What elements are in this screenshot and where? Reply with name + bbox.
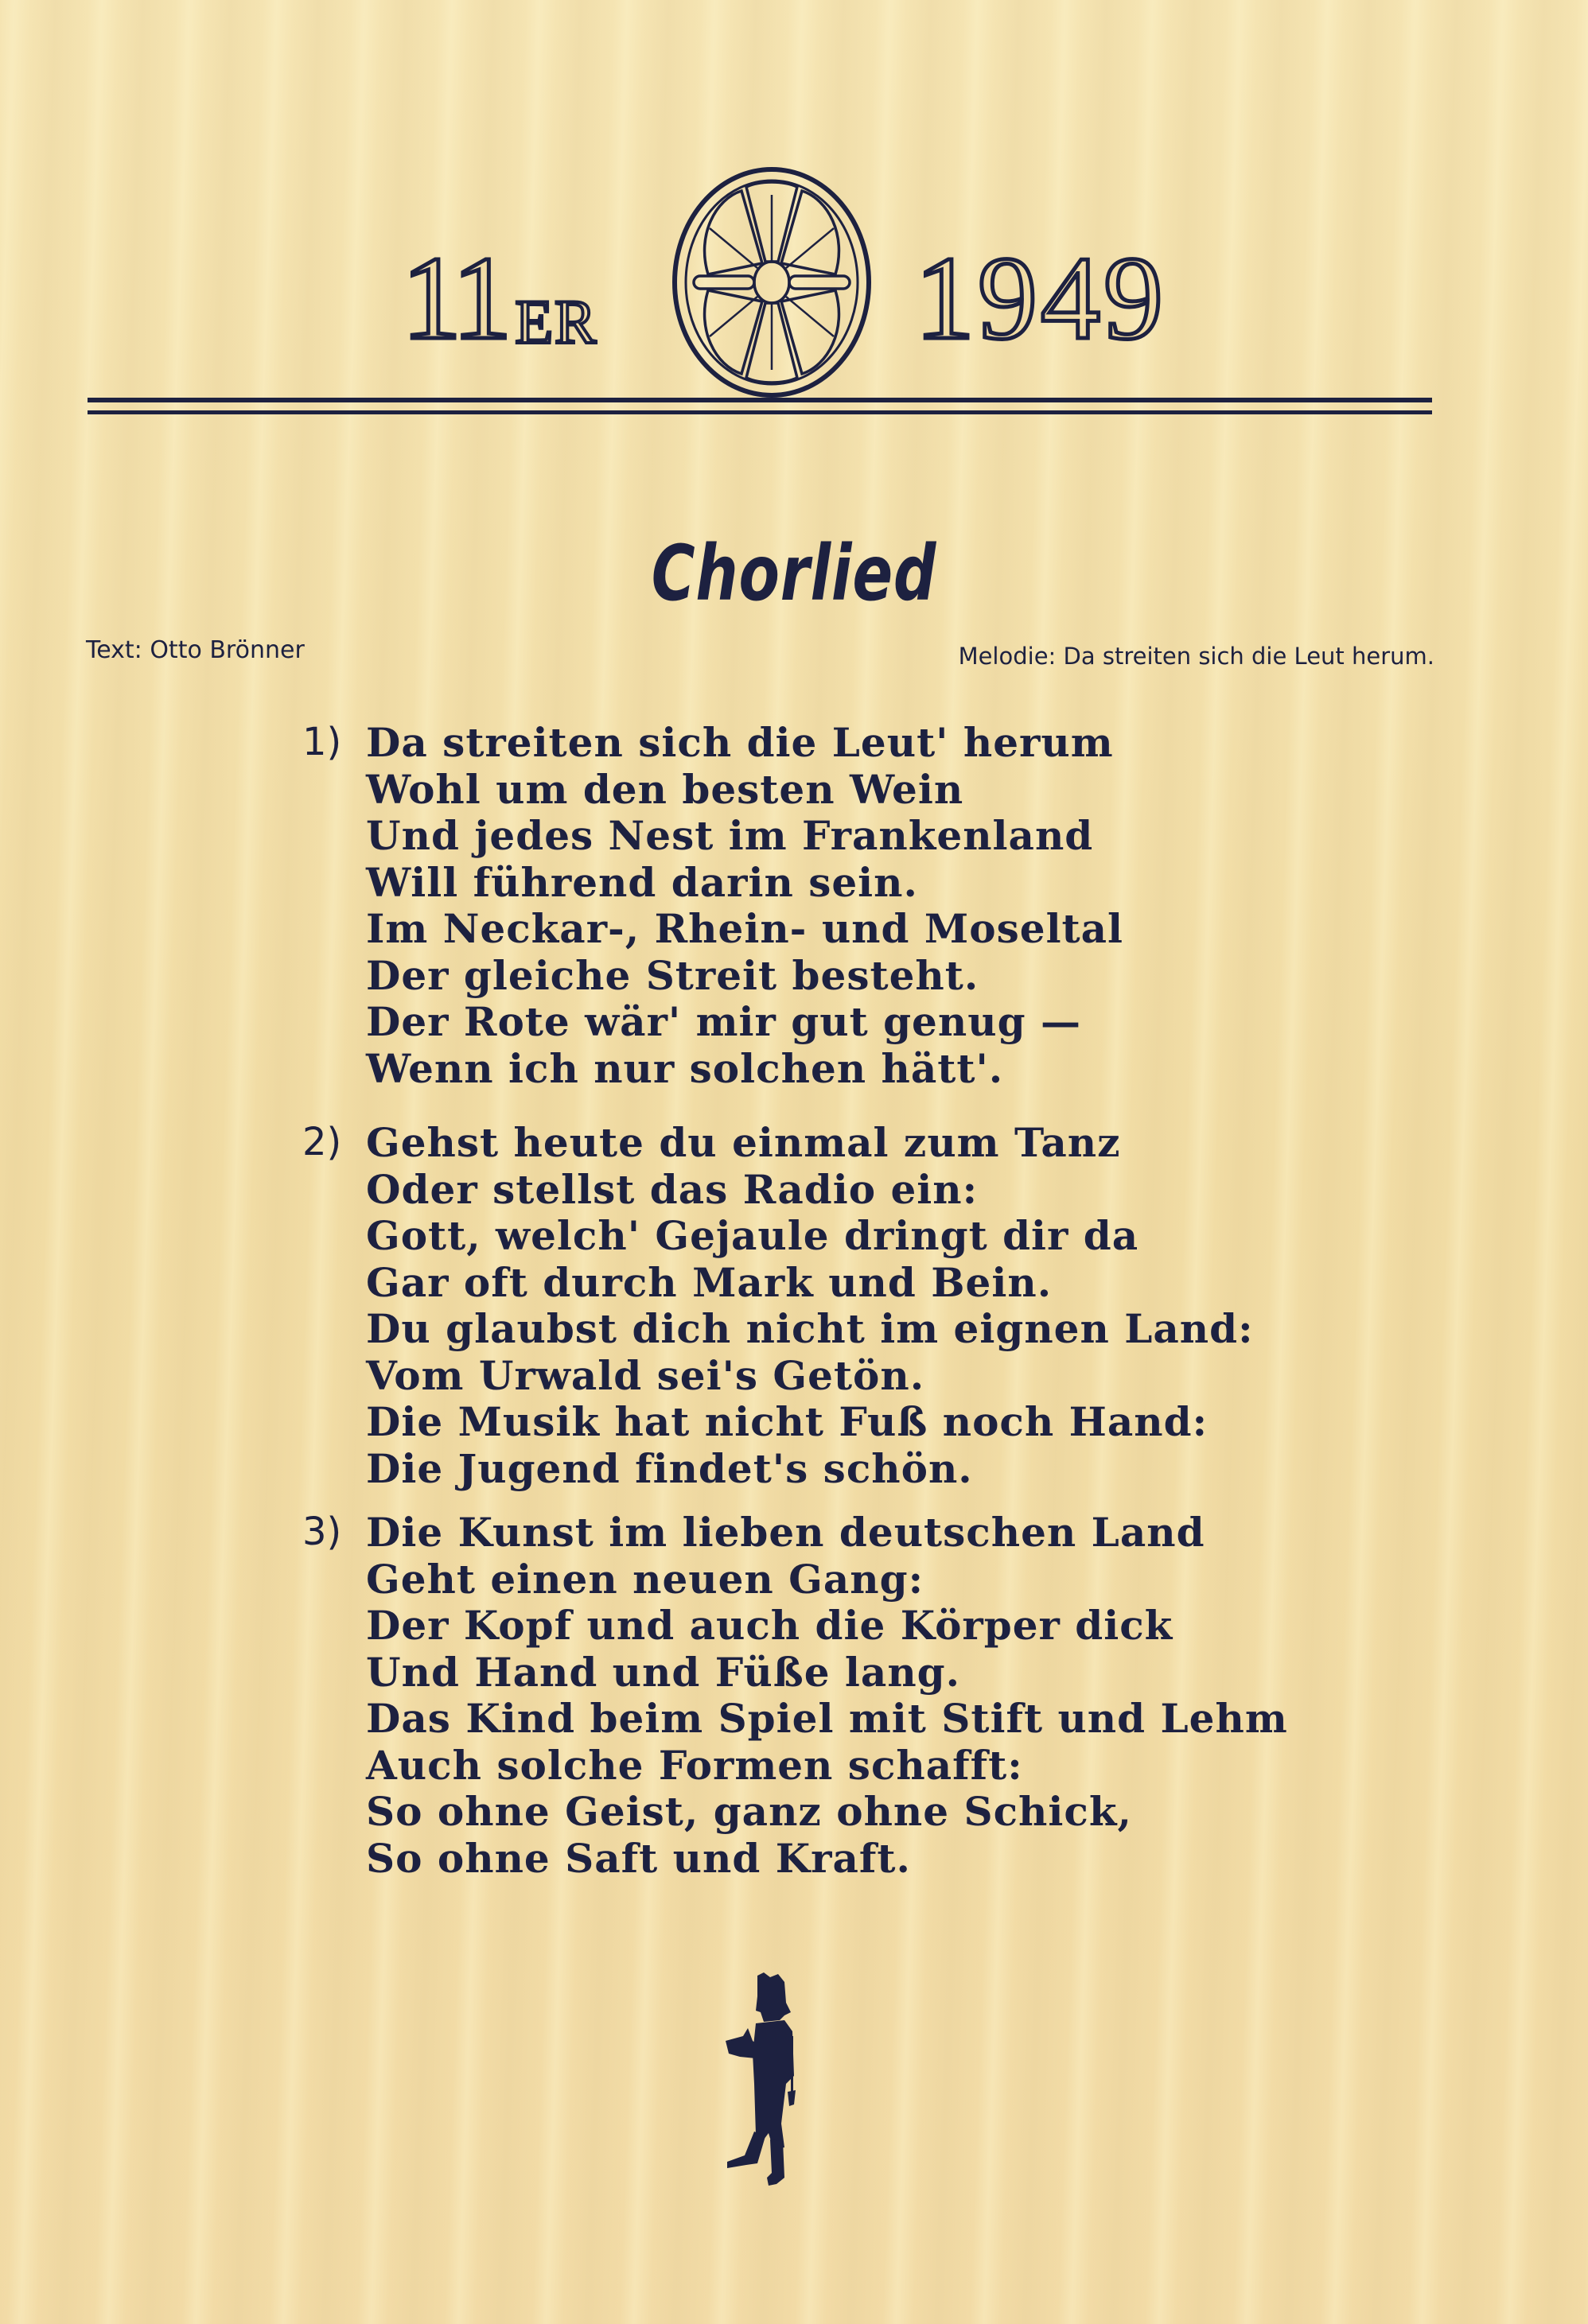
header-year: 1949 <box>915 232 1166 364</box>
verse-line: Gott, welch' Gejaule dringt dir da <box>366 1212 1139 1259</box>
verse-line: Auch solche Formen schafft: <box>366 1741 1023 1789</box>
verse-line: Wohl um den besten Wein <box>366 765 964 813</box>
verse-line: So ohne Geist, ganz ohne Schick, <box>366 1788 1132 1835</box>
verse-line: Gehst heute du einmal zum Tanz <box>366 1119 1121 1166</box>
verse-line: Oder stellst das Radio ein: <box>366 1165 979 1213</box>
verse-line: Wenn ich nur solchen hätt'. <box>366 1044 1004 1092</box>
verse-line: Die Musik hat nicht Fuß noch Hand: <box>366 1398 1209 1445</box>
verse-line: Will führend darin sein. <box>366 858 918 906</box>
verse-line: Und Hand und Füße lang. <box>366 1648 961 1696</box>
verse-line: Der gleiche Streit besteht. <box>366 951 979 999</box>
verse-line: Der Rote wär' mir gut genug — <box>366 998 1081 1045</box>
verse-number: 1) <box>302 720 342 764</box>
header-left <box>402 232 598 364</box>
header-number: 11 <box>402 232 508 364</box>
verse-line: Die Kunst im lieben deutschen Land <box>366 1509 1205 1556</box>
verse-line: Die Jugend findet's schön. <box>366 1444 973 1492</box>
header-rule-bottom <box>88 410 1432 414</box>
verse-number: 3) <box>302 1510 342 1554</box>
verse-line: Du glaubst dich nicht im eignen Land: <box>366 1305 1254 1352</box>
text-credit: Text: Otto Brönner <box>86 636 305 664</box>
verse-line: Der Kopf und auch die Körper dick <box>366 1602 1173 1649</box>
verse-line: So ohne Saft und Kraft. <box>366 1834 911 1882</box>
verse-line: Geht einen neuen Gang: <box>366 1555 924 1603</box>
child-silhouette-icon <box>708 1965 819 2203</box>
verse-line: Im Neckar-, Rhein- und Moseltal <box>366 905 1124 952</box>
verse-line: Vom Urwald sei's Getön. <box>366 1351 925 1399</box>
wheel-emblem-icon <box>652 163 891 402</box>
verse-line: Da streiten sich die Leut' herum <box>366 719 1114 766</box>
verse-line: Gar oft durch Mark und Bein. <box>366 1258 1053 1306</box>
melody-credit: Melodie: Da streiten sich die Leut herum. <box>958 643 1434 670</box>
verse-number: 2) <box>302 1120 342 1164</box>
song-title: Chorlied <box>651 529 937 618</box>
header-suffix: ER <box>515 287 598 356</box>
header-rule-top <box>88 398 1432 402</box>
verse-line: Und jedes Nest im Frankenland <box>366 812 1094 859</box>
verse-line: Das Kind beim Spiel mit Stift und Lehm <box>366 1695 1288 1742</box>
header <box>0 163 1588 426</box>
